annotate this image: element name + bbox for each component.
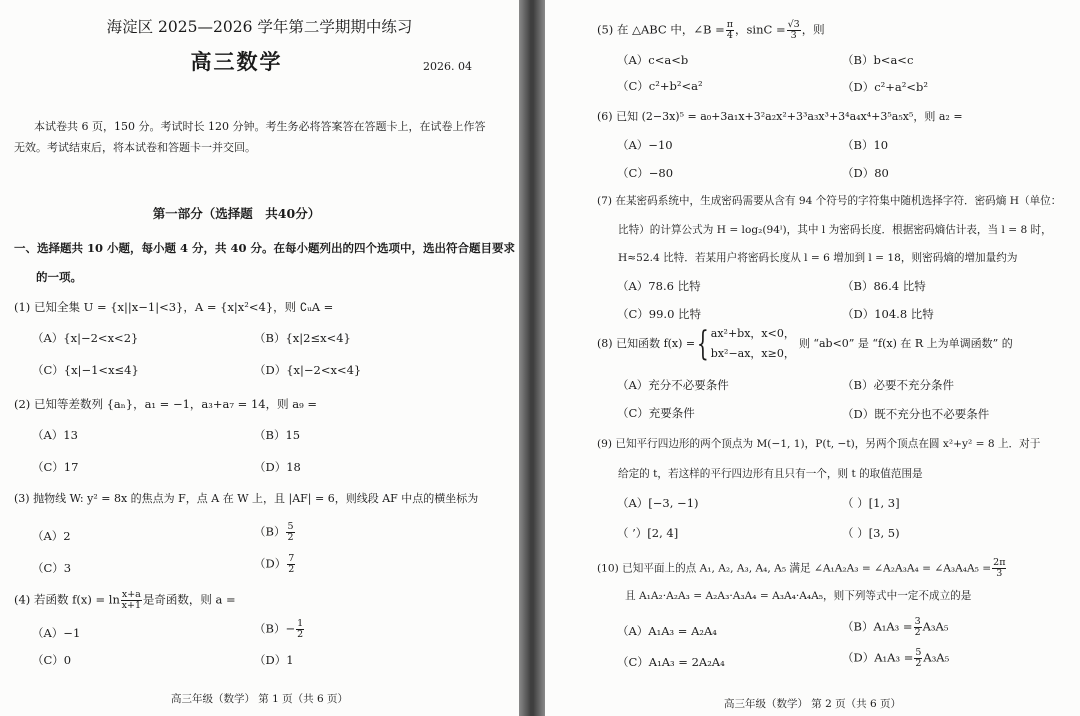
q7-stem-line-1: (7) 在某密码系统中，生成密码需要从含有 94 个符号的字符集中随机选择字符．密码熵 H（单位： [597,195,1062,207]
q3-option-b-fraction: $\frac{5}{2}$ [287,521,294,543]
section-heading-line-1: 一、选择题共 10 小题，每小题 4 分，共 40 分。在每小题列出的四个选项中，选出符合题目要求 [14,241,516,255]
q7-stem-line-2: 比特）的计算公式为 H = log₂(94ˡ)，其中 l 为密码长度．根据密码熵估计表，当 l = 8 时， [618,224,1052,236]
q6-stem: (6) 已知 (2−3x)⁵ = a₀+3a₁x+3²a₂x²+3³a₃x³+3⁴a₄x⁴+3⁵a₅x⁵，则 a₂ = [597,110,963,123]
q9-option-b: （ ）[1, 3] [842,496,900,510]
q9-stem-line-2: 给定的 t，若这样的平行四边形有且只有一个，则 t 的取值范围是 [618,468,923,480]
subject-title: 高三数学 [190,49,283,74]
q4-option-d: （D）1 [254,653,294,667]
piecewise-cases: ax²+bx，x<0， bx²−ax，x≥0， [710,327,795,360]
q5-stem: (5) 在 △ABC 中，∠B = $\frac{\pi}{4}$ ，sinC = $\frac{√3}{3}$ ，则 [597,19,825,41]
q4-option-a: （A）−1 [32,626,81,640]
q9-option-d: （ ）[3, 5) [842,526,900,540]
q7-stem-line-3: H≈52.4 比特．若某用户将密码长度从 l = 6 增加到 l = 18，则密码熵的增加量约为 [618,252,1018,264]
q4-option-b-fraction: $\frac{1}{2}$ [297,618,304,640]
q5-angle-fraction: $\frac{\pi}{4}$ [726,19,733,41]
q3-option-b: （B） $\frac{5}{2}$ [254,521,294,543]
q2-option-d: （D）18 [254,460,301,474]
page-1-footer: 高三年级（数学） 第 1 页（共 6 页） [170,693,349,705]
q8-option-b: （B）必要不充分条件 [842,378,954,392]
q1-option-a: （A）{x|−2<x<2} [32,331,139,345]
exam-title: 海淀区 2025—2026 学年第二学期期中练习 [106,18,413,36]
q1-option-b: （B）{x|2≤x<4} [254,331,351,345]
q3-option-a: （A）2 [32,529,71,543]
q2-option-a: （A）13 [32,428,78,442]
q8-option-c: （C）充要条件 [617,406,695,420]
q9-option-a: （A）[−3, −1) [617,496,699,510]
q6-option-a: （A）−10 [617,138,673,152]
q4-option-b: （B）− $\frac{1}{2}$ [254,618,304,640]
piecewise-brace: { [697,324,709,364]
section-heading-line-2: 的一项。 [36,270,82,284]
q2-stem: (2) 已知等差数列 {aₙ}，a₁ = −1，a₃+a₇ = 14，则 a₉ = [14,397,317,411]
q4-stem-fraction: $\frac{x+a}{x+1}$ [121,589,142,611]
q5-option-c: （C）c²+b²<a² [617,79,703,93]
notice-line-1: 本试卷共 6 页，150 分。考试时长 120 分钟。考生务必将答案答在答题卡上，在试卷上作答 [34,120,486,133]
q5-option-a: （A）c<a<b [617,53,689,67]
q4-stem: (4) 若函数 f(x) = ln $\frac{x+a}{x+1}$ 是奇函数，则 a = [14,589,236,611]
q10-stem-line-1: (10) 已知平面上的点 A₁, A₂, A₃, A₄, A₅ 满足 ∠A₁A₂A₃ = ∠A₂A₃A₄ = ∠A₃A₄A₅ = $\frac{2\pi}{3}$ [597,557,1006,579]
q6-option-b: （B）10 [842,138,889,152]
q5-option-b: （B）b<a<c [842,53,914,67]
q1-option-c: （C）{x|−1<x≤4} [32,363,139,377]
q3-option-d-fraction: $\frac{7}{2}$ [288,553,295,575]
q7-option-d: （D）104.8 比特 [842,307,934,321]
q10-option-a: （A）A₁A₃ = A₂A₄ [617,624,717,638]
q10-option-d-fraction: $\frac{5}{2}$ [915,647,922,669]
q8-option-a: （A）充分不必要条件 [617,378,729,392]
page-gutter [519,0,545,716]
q10-angle-fraction: $\frac{2\pi}{3}$ [993,557,1006,579]
q10-option-d: （D）A₁A₃ = $\frac{5}{2}$ A₃A₅ [842,647,950,669]
q8-option-d: （D）既不充分也不必要条件 [842,407,990,421]
q3-option-d: （D） $\frac{7}{2}$ [254,553,295,575]
q10-option-b-fraction: $\frac{3}{2}$ [914,616,921,638]
q10-option-b: （B）A₁A₃ = $\frac{3}{2}$ A₃A₅ [842,616,949,638]
q10-option-c: （C）A₁A₃ = 2A₂A₄ [617,655,725,669]
q6-option-c: （C）−80 [617,166,674,180]
exam-date: 2026. 04 [423,60,472,73]
q2-option-b: （B）15 [254,428,301,442]
q5-sine-fraction: $\frac{√3}{3}$ [787,19,800,41]
q9-option-c: （ ’）[2, 4] [617,526,679,540]
q4-option-c: （C）0 [32,653,72,667]
q7-option-b: （B）86.4 比特 [842,279,926,293]
q2-option-c: （C）17 [32,460,79,474]
exam-page-1 [0,0,519,716]
exam-page-2 [545,0,1080,716]
notice-line-2: 无效。考试结束后，将本试卷和答题卡一并交回。 [14,141,256,154]
q5-option-d: （D）c²+a²<b² [842,80,928,94]
q7-option-c: （C）99.0 比特 [617,307,702,321]
q6-option-d: （D）80 [842,166,889,180]
q1-stem: (1) 已知全集 U = {x||x−1|<3}，A = {x|x²<4}，则 ∁ᵤA = [14,300,334,314]
q1-option-d: （D）{x|−2<x<4} [254,363,362,377]
part-title: 第一部分（选择题 共40分） [152,206,321,221]
q8-stem: (8) 已知函数 f(x) ={ ax²+bx，x<0， bx²−ax，x≥0， 则 “ab<0” 是 “f(x) 在 R 上为单调函数” 的 [597,324,1013,364]
q3-option-c: （C）3 [32,561,72,575]
q10-stem-line-2: 且 A₁A₂·A₂A₃ = A₂A₃·A₃A₄ = A₃A₄·A₄A₅，则下列等式中一定不成立的是 [625,590,972,602]
q3-stem: (3) 抛物线 W: y² = 8x 的焦点为 F，点 A 在 W 上，且 |AF| = 6，则线段 AF 中点的横坐标为 [14,492,479,505]
page-2-footer: 高三年级（数学） 第 2 页（共 6 页） [723,698,902,710]
q7-option-a: （A）78.6 比特 [617,279,701,293]
q9-stem-line-1: (9) 已知平行四边形的两个顶点为 M(−1, 1)，P(t, −t)，另两个顶点在圆 x²+y² = 8 上．对于 [597,438,1041,450]
